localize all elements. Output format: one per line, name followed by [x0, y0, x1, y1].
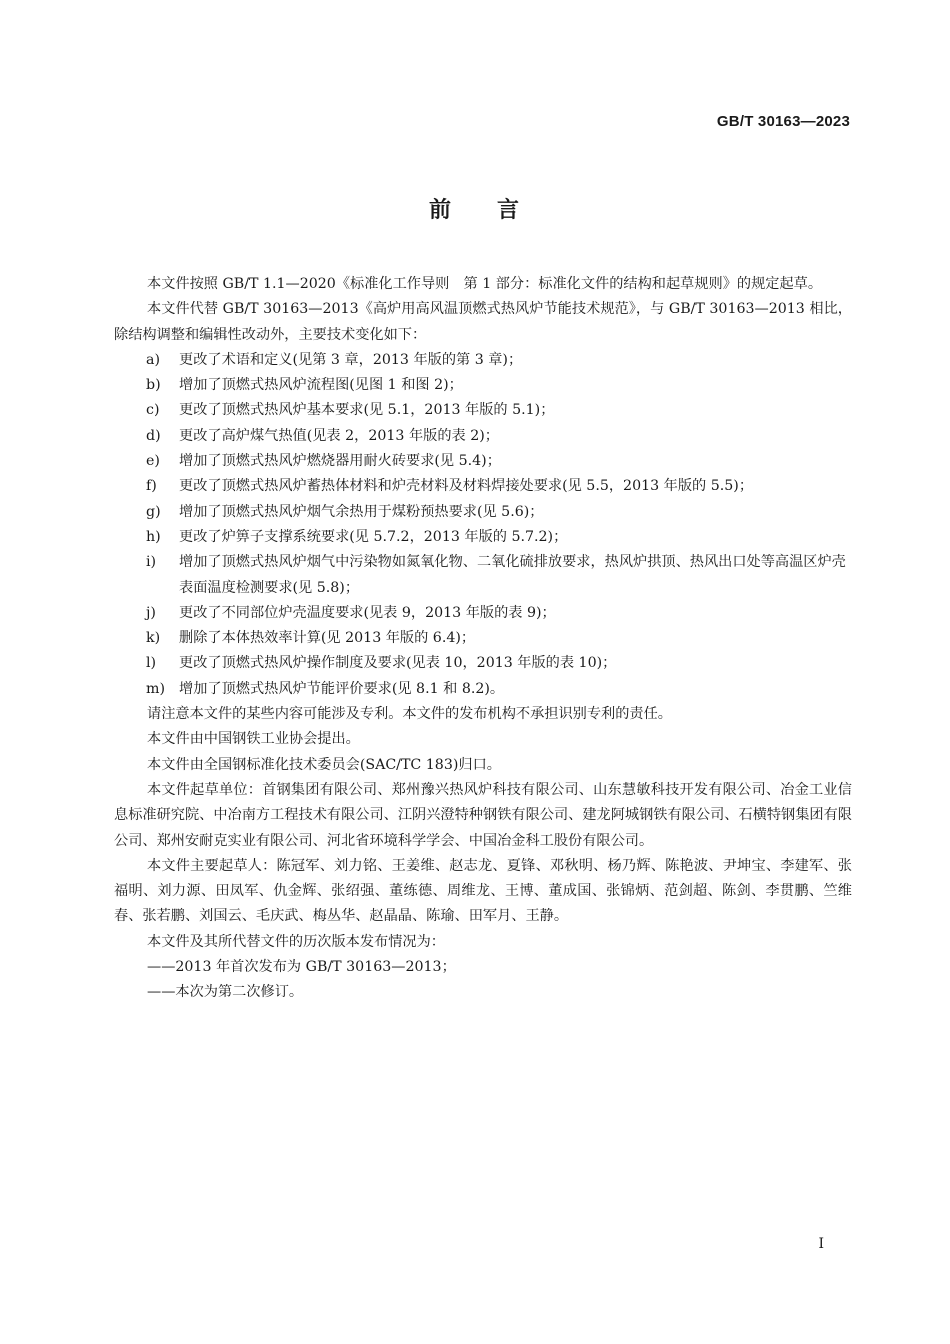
- paragraph-patent-notice: 请注意本文件的某些内容可能涉及专利。本文件的发布机构不承担识别专利的责任。: [147, 706, 672, 723]
- change-marker: k): [146, 630, 161, 647]
- change-text: 增加了顶燃式热风炉燃烧器用耐火砖要求(见 5.4)；: [179, 453, 501, 470]
- change-item-l: [114, 651, 852, 676]
- change-text: 更改了顶燃式热风炉操作制度及要求(见表 10，2013 年版的表 10)；: [179, 655, 617, 672]
- change-text: 删除了本体热效率计算(见 2013 年版的 6.4)；: [179, 630, 476, 647]
- change-item-k: [114, 626, 852, 651]
- change-marker: g): [146, 503, 161, 520]
- paragraph-version-history: 本文件及其所代替文件的历次版本发布情况为：: [147, 933, 445, 950]
- change-text: 增加了顶燃式热风炉烟气中污染物如氮氧化物、二氧化硫排放要求，热风炉拱顶、热风出口处等高温区炉壳表面温度检测要求(见 5.8)；: [179, 554, 846, 596]
- change-marker: a): [146, 351, 160, 368]
- history-item-second: ——本次为第二次修订。: [147, 984, 304, 1001]
- change-text: 更改了炉箅子支撑系统要求(见 5.7.2，2013 年版的 5.7.2)；: [179, 528, 568, 545]
- change-marker: l): [146, 655, 157, 672]
- paragraph-committee: 本文件由全国钢标准化技术委员会(SAC/TC 183)归口。: [147, 756, 501, 773]
- change-item-b: [114, 373, 852, 398]
- title-char-2: 言: [497, 198, 522, 223]
- paragraph-drafters: 本文件主要起草人：陈冠军、刘力铭、王姜维、赵志龙、夏锋、邓秋明、杨乃辉、陈艳波、尹坤宝、李建军、张福明、刘力源、田凤军、仇金辉、张绍强、董练德、周维龙、王博、董成国、张锦炳、范剑超、陈剑、李贯鹏、竺维春、张若鹏、刘国云、毛庆武、梅丛华、赵晶晶、陈瑜、田军月、王静。: [114, 857, 852, 925]
- change-item-j: [114, 601, 852, 626]
- change-item-m: [114, 677, 852, 702]
- change-text: 增加了顶燃式热风炉节能评价要求(见 8.1 和 8.2)。: [179, 680, 505, 697]
- change-marker: c): [146, 402, 160, 419]
- change-text: 增加了顶燃式热风炉烟气余热用于煤粉预热要求(见 5.6)；: [179, 503, 544, 520]
- change-item-d: [114, 424, 852, 449]
- standard-number: GB/T 30163—2023: [716, 113, 850, 130]
- paragraph-drafting-rules: 本文件按照 GB/T 1.1—2020《标准化工作导则 第 1 部分：标准化文件的结构和起草规则》的规定起草。: [147, 276, 823, 292]
- change-marker: m): [146, 680, 165, 697]
- paragraph-replacement: 本文件代替 GB/T 30163—2013《高炉用高风温顶燃式热风炉节能技术规范》，与 GB/T 30163—2013 相比，除结构调整和编辑性改动外，主要技术变化如下：: [114, 301, 852, 343]
- change-marker: d): [146, 427, 161, 444]
- title-char-1: 前: [428, 198, 453, 223]
- change-text: 更改了不同部位炉壳温度要求(见表 9，2013 年版的表 9)；: [179, 604, 556, 621]
- change-item-e: [114, 449, 852, 474]
- change-item-a: [114, 348, 852, 373]
- change-marker: j): [146, 604, 156, 621]
- change-item-c: [114, 398, 852, 423]
- change-marker: h): [146, 528, 161, 545]
- change-text: 增加了顶燃式热风炉流程图(见图 1 和图 2)；: [179, 377, 463, 394]
- change-text: 更改了高炉煤气热值(见表 2，2013 年版的表 2)；: [179, 427, 499, 444]
- change-text: 更改了术语和定义(见第 3 章，2013 年版的第 3 章)；: [179, 351, 523, 368]
- page-number: I: [818, 1236, 824, 1252]
- change-marker: f): [146, 478, 157, 495]
- paragraph-drafting-units: 本文件起草单位：首钢集团有限公司、郑州豫兴热风炉科技有限公司、山东慧敏科技开发有限公司、冶金工业信息标准研究院、中冶南方工程技术有限公司、江阴兴澄特种钢铁有限公司、建龙阿城钢铁有限公司、石横特钢集团有限公司、郑州安耐克实业有限公司、河北省环境科学学会、中国冶金科工股份有限公司。: [114, 781, 852, 849]
- change-item-f: [114, 474, 852, 499]
- change-text: 更改了顶燃式热风炉基本要求(见 5.1，2013 年版的 5.1)；: [179, 402, 555, 419]
- history-item-first: ——2013 年首次发布为 GB/T 30163—2013；: [147, 959, 456, 976]
- change-text: 更改了顶燃式热风炉蓄热体材料和炉壳材料及材料焊接处要求(见 5.5，2013 年版的 5.5)；: [179, 478, 754, 495]
- change-item-h: [114, 525, 852, 550]
- change-item-g: [114, 500, 852, 525]
- paragraph-proposer: 本文件由中国钢铁工业协会提出。: [147, 731, 360, 748]
- change-marker: i): [146, 554, 157, 571]
- page-title: [0, 193, 950, 224]
- foreword-body: [114, 272, 852, 1006]
- change-marker: e): [146, 453, 160, 470]
- change-marker: b): [146, 377, 161, 394]
- change-item-i: [114, 550, 852, 601]
